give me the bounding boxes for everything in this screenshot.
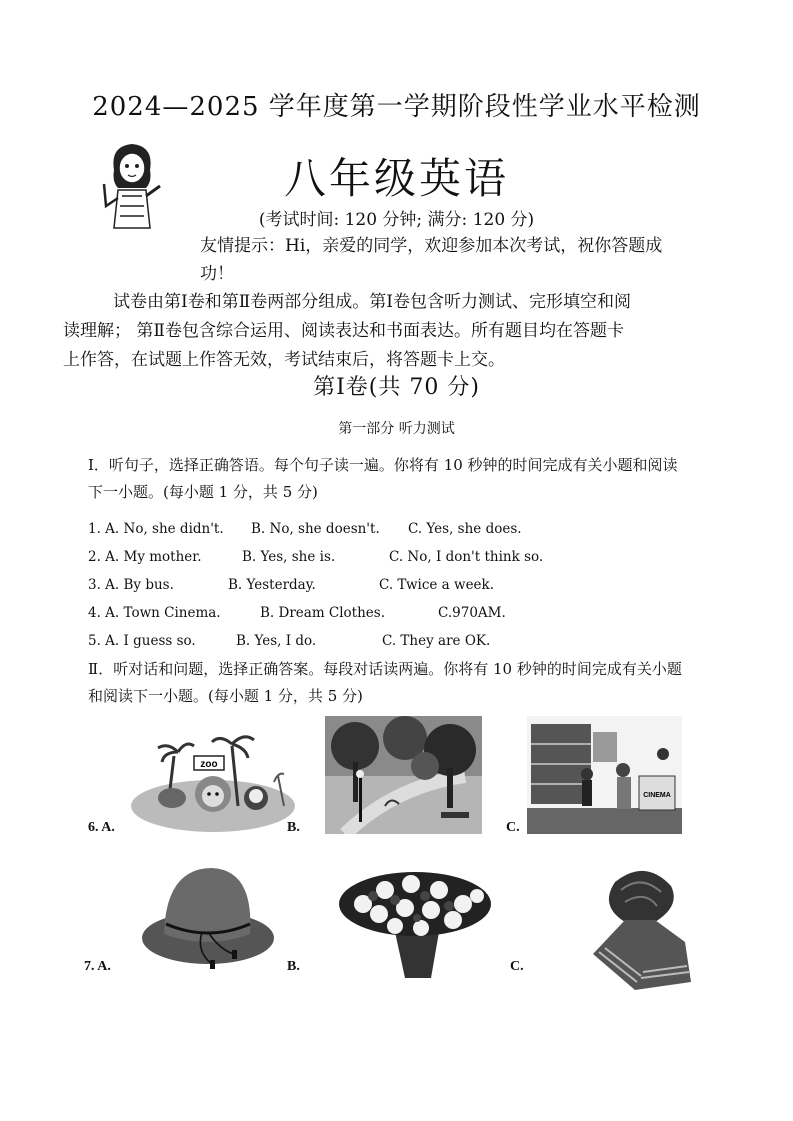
option-b: B. Yes, I do. (236, 633, 317, 649)
option-b: B. Yesterday. (228, 577, 316, 593)
zoo-picture (128, 716, 298, 834)
cinema-picture (527, 716, 682, 834)
question-7-label-c: C. (510, 959, 524, 974)
section-title: 第Ⅰ卷(共 70 分) (313, 375, 480, 400)
flowers-picture (335, 862, 495, 980)
option-c: C. Twice a week. (379, 577, 495, 593)
option-b: B. Dream Clothes. (260, 605, 386, 621)
intro-line: 试卷由第Ⅰ卷和第Ⅱ卷两部分组成。第Ⅰ卷包含听力测试、完形填空和阅 (113, 292, 631, 312)
subject-title: 八年级英语 (283, 154, 509, 203)
option-b: B. No, she doesn't. (251, 521, 380, 537)
listening-instructions-2 (88, 656, 728, 710)
option-b: B. Yes, she is. (242, 549, 336, 565)
instruction-line: 和阅读下一小题。(每小题 1 分，共 5 分) (88, 687, 363, 705)
option-c: C. No, I don't think so. (389, 549, 544, 565)
option-a: 3. A. By bus. (88, 577, 174, 593)
part-title: 第一部分 听力测试 (338, 421, 455, 437)
option-c: C. Yes, she does. (408, 521, 522, 537)
tip-line: 功！ (200, 264, 234, 284)
listening-instructions-1 (88, 452, 728, 506)
option-c: C. They are OK. (382, 633, 491, 649)
option-a: 4. A. Town Cinema. (88, 605, 221, 621)
question-7-label-b: B. (287, 959, 300, 974)
zoo-sign-text: zoo (200, 759, 218, 770)
intro-line: 上作答，在试题上作答无效，考试结束后，将答题卡上交。 (63, 350, 505, 370)
hat-picture (138, 860, 278, 978)
option-c: C.970AM. (438, 605, 506, 621)
exam-info: (考试时间: 120 分钟; 满分: 120 分) (258, 210, 535, 230)
intro-paragraph (63, 288, 728, 375)
option-a: 2. A. My mother. (88, 549, 202, 565)
instruction-line: Ⅰ．听句子，选择正确答语。每个句子读一遍。你将有 10 秒钟的时间完成有关小题和阅读 (88, 456, 678, 474)
instruction-line: 下一小题。(每小题 1 分，共 5 分) (88, 483, 318, 501)
question-7-label-a: 7. A. (84, 959, 111, 974)
question-6-label-c: C. (506, 820, 520, 835)
instruction-line: Ⅱ．听对话和问题，选择正确答案。每段对话读两遍。你将有 10 秒钟的时间完成有关小题 (88, 660, 682, 678)
exam-title: 2024—2025 学年度第一学期阶段性学业水平检测 (92, 92, 701, 122)
scarf-picture (585, 862, 695, 992)
question-6-label-a: 6. A. (88, 820, 115, 835)
park-picture (325, 716, 482, 834)
question-6-label-b: B. (287, 820, 300, 835)
intro-line: 读理解； 第Ⅱ卷包含综合运用、阅读表达和书面表达。所有题目均在答题卡 (63, 321, 624, 341)
option-a: 5. A. I guess so. (88, 633, 196, 649)
cinema-sign-text: CINEMA (643, 792, 671, 799)
option-a: 1. A. No, she didn't. (88, 521, 224, 537)
friendly-tip (200, 232, 760, 288)
tip-line: 友情提示：Hi，亲爱的同学，欢迎参加本次考试，祝你答题成 (200, 236, 663, 256)
